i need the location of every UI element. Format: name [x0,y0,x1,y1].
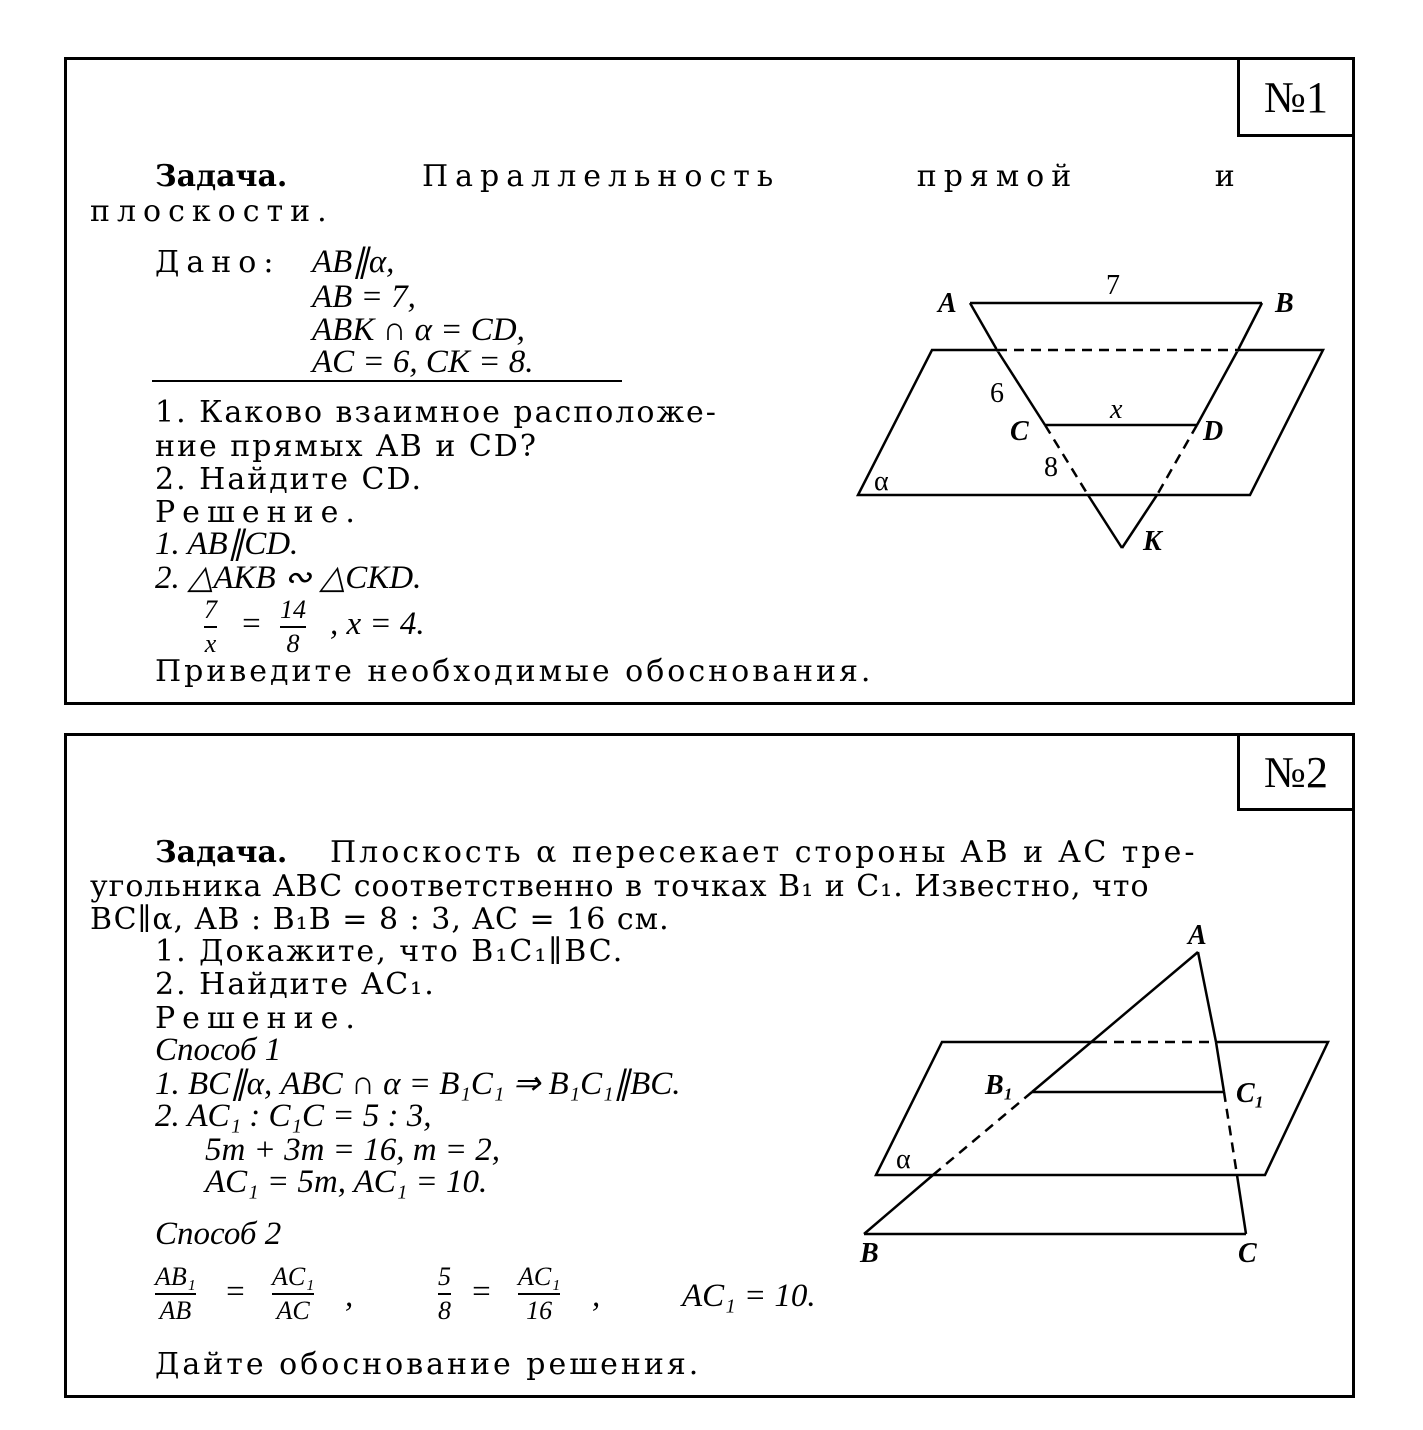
task2-m2-result: AC₁ = 10. [682,1278,816,1314]
label-b-2: B [860,1238,879,1269]
task1-given-3: ABK ∩ α = CD, [312,312,525,348]
task2-eq-1: = [224,1274,247,1310]
task2-m1-step-4: AC₁ = 5m, AC₁ = 10. [205,1164,488,1200]
task1-solution-label: Решение. [155,495,362,530]
task1-title-cont: плоскости. [90,194,334,229]
task1-given-2: AB = 7, [312,279,416,315]
task1-title: Параллельность прямой и [422,159,1242,194]
task2-solution-label: Решение. [155,1001,362,1036]
task2-title-word: Задача. [155,835,288,870]
task1-footer: Приведите необходимые обоснования. [155,654,874,689]
task1-fraction-7-x: 7 x [204,595,217,658]
task-number-1: №1 [1237,57,1355,137]
task1-question-1-cont: ние прямых AB и CD? [155,429,538,464]
segment-plane-to-c1 [1216,1042,1224,1092]
task2-method-1: Способ 1 [155,1032,282,1068]
task2-fraction-ac1-ac: AC₁ AC [272,1262,315,1325]
task2-fraction-5-8: 5 8 [438,1262,451,1325]
task2-line-3: BC∥α, AB : B₁B = 8 : 3, AC = 16 см. [90,902,670,937]
task2-eq-2: = [470,1274,493,1310]
segment-plane-to-c [997,350,1045,425]
task1-result: , x = 4. [330,606,425,642]
label-a: A [938,288,957,319]
task1-given-1: AB∥α, [312,244,395,280]
task1-solution-1: 1. AB∥CD. [155,526,299,562]
segment-a-to-plane-c [1198,952,1216,1042]
label-ck-length: 8 [1044,452,1058,483]
figure-2-labels [859,920,1264,1269]
segment-b-to-plane [1238,303,1262,350]
task2-comma-2: , [592,1278,601,1314]
task1-question-2: 2. Найдите CD. [155,462,424,497]
segment-plane-k-left [1088,495,1122,548]
task2-m1-step-1: 1. BC∥α, ABC ∩ α = B₁C₁ ⇒ B₁C₁∥BC. [155,1066,681,1102]
label-c1: C₁ [1236,1078,1265,1109]
figure-1-labels [874,270,1294,557]
task2-comma-1: , [345,1278,354,1314]
task1-given-4: AC = 6, CK = 8. [312,344,534,380]
label-k: K [1143,526,1162,557]
task2-question-2: 2. Найдите AC₁. [155,967,436,1002]
label-ab-length: 7 [1106,270,1120,301]
task1-question-1: 1. Каково взаимное расположе- [155,395,718,430]
label-c-2: C [1238,1238,1257,1269]
plane-alpha-1 [858,350,1323,495]
segment-a-to-plane [970,303,997,350]
task2-question-1: 1. Докажите, что B₁C₁∥BC. [155,934,625,969]
label-ac-length: 6 [990,378,1004,409]
task2-m1-step-3: 5m + 3m = 16, m = 2, [205,1132,501,1168]
label-alpha-1: α [874,466,889,497]
segment-a-b1 [1032,952,1198,1092]
segment-plane-to-c [1237,1175,1246,1234]
label-cd-x: x [1110,394,1123,425]
hidden-b1-b [933,1092,1032,1175]
task2-m1-step-2: 2. AC₁ : C₁C = 5 : 3, [155,1098,432,1134]
task2-line-2: угольника ABC соответственно в точках B₁ и C₁. Известно, что [90,869,1150,904]
task2-line-1: Плоскость α пересекает стороны AB и AC тре- [330,835,1198,870]
task1-given-label: Дано: [155,245,281,280]
segment-plane-to-d [1197,350,1238,425]
task-number-2: №2 [1237,733,1355,811]
segment-plane-to-b [864,1175,933,1234]
label-d: D [1203,416,1224,447]
task2-fraction-ab1-ab: AB₁ AB [155,1262,196,1325]
task2-fraction-ac1-16: AC₁ 16 [518,1262,561,1325]
label-b1: B₁ [985,1070,1014,1101]
task2-footer: Дайте обоснование решения. [155,1347,702,1382]
task2-method-2: Способ 2 [155,1216,282,1252]
label-c: C [1010,416,1029,447]
task1-solution-2: 2. △AKB ∾ △CKD. [155,560,422,596]
label-b: B [1275,288,1294,319]
task1-title-word: Задача. [155,159,288,194]
label-a-2: A [1188,920,1207,951]
task1-fraction-14-8: 14 8 [280,595,306,658]
figure-1 [858,303,1323,548]
task1-eq: = [240,606,263,642]
hidden-d-k [1157,425,1197,495]
label-alpha-2: α [896,1144,911,1175]
